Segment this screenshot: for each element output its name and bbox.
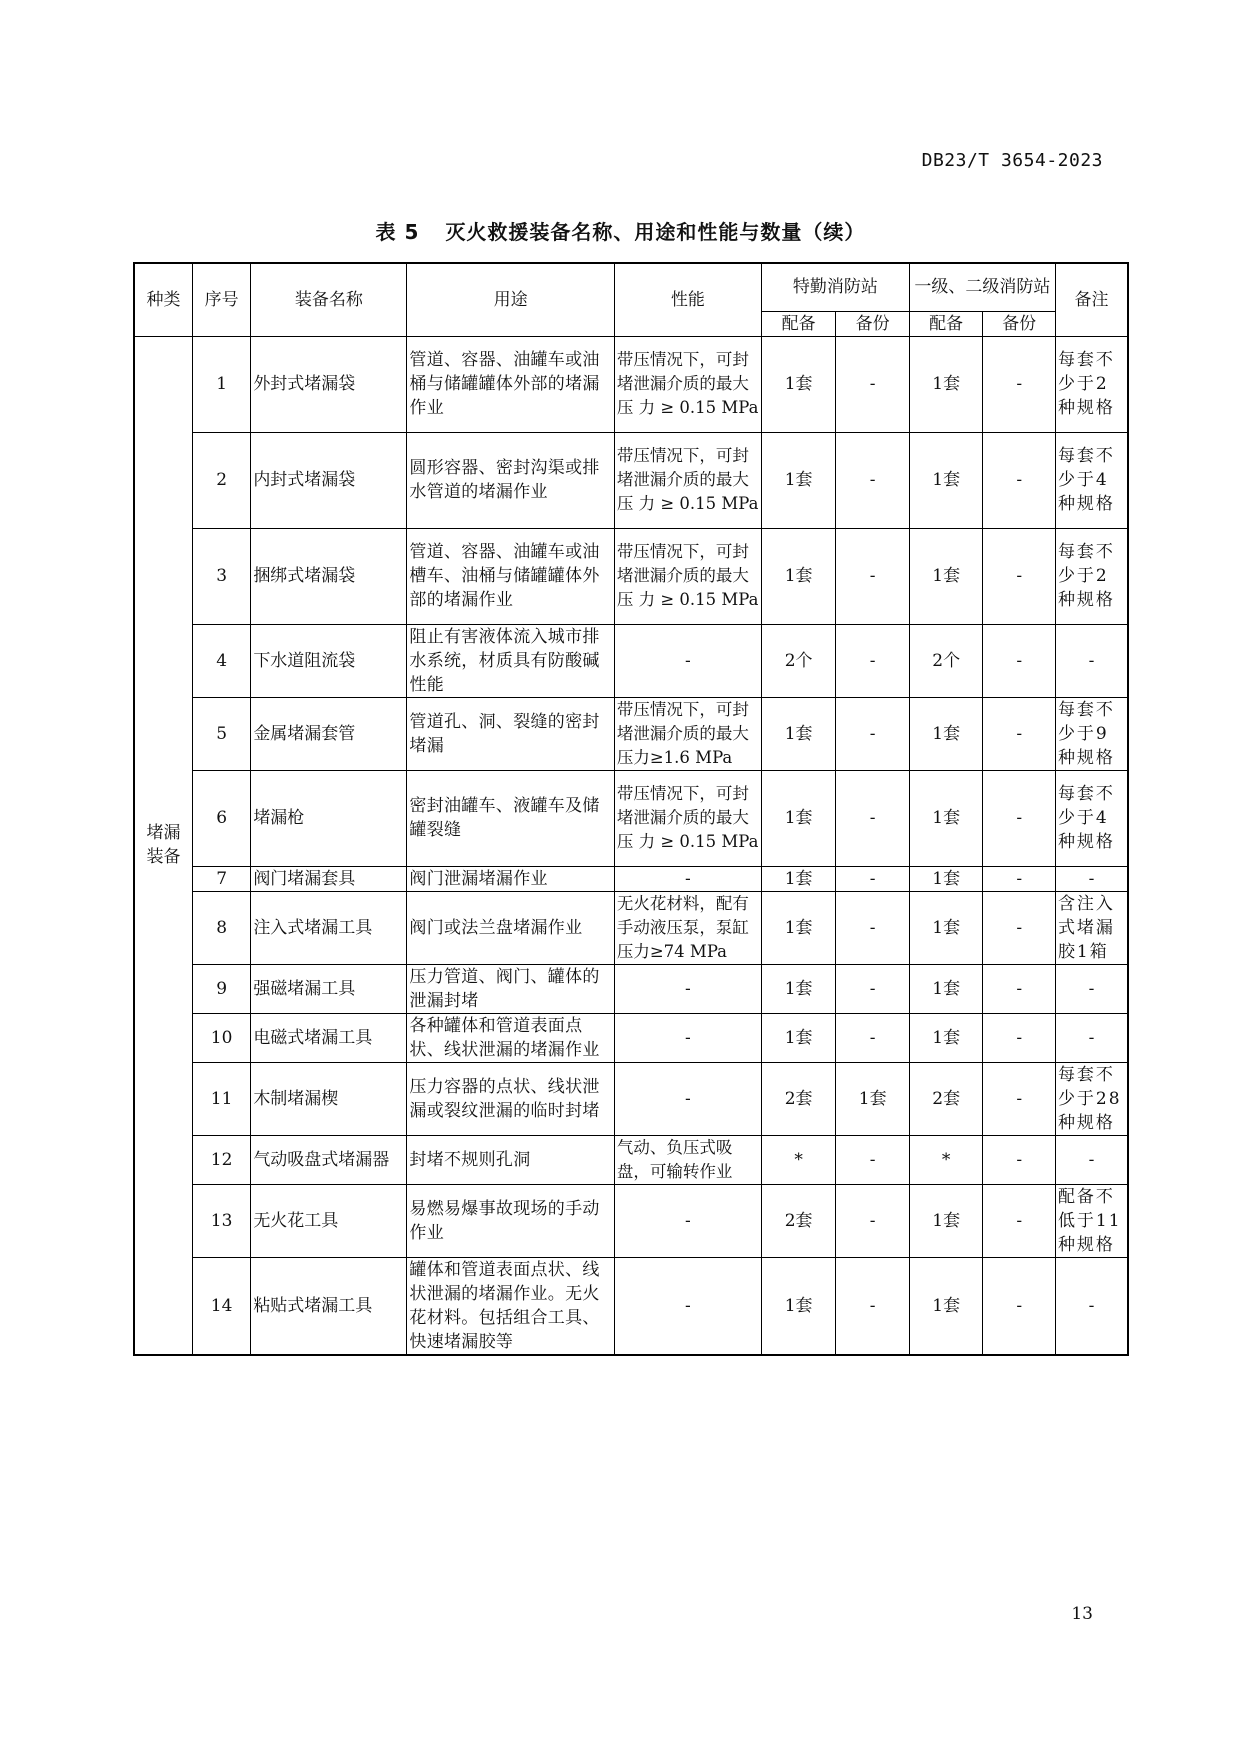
cell-performance: 无火花材料，配有手动液压泵，泵缸压力≥74 MPa: [614, 891, 761, 964]
cell-special-backup: -: [836, 528, 910, 624]
cell-special-equip: 1套: [761, 891, 836, 964]
table-row: [134, 866, 1128, 891]
cell-level-equip: 1套: [909, 697, 983, 770]
cell-seq: 6: [192, 770, 250, 866]
cell-level-equip: 1套: [909, 1184, 983, 1257]
cell-remark: 每套不少于2种规格: [1055, 528, 1128, 624]
cell-usage: 易燃易爆事故现场的手动作业: [407, 1184, 614, 1257]
cell-usage: 各种罐体和管道表面点状、线状泄漏的堵漏作业: [407, 1013, 614, 1062]
header-seq: 序号: [192, 263, 250, 336]
cell-seq: 11: [192, 1062, 250, 1135]
cell-remark: 每套不少于9种规格: [1055, 697, 1128, 770]
cell-special-backup: -: [836, 964, 910, 1013]
header-special-backup: 备份: [836, 311, 910, 336]
cell-level-backup: -: [983, 1013, 1056, 1062]
cell-level-equip: 1套: [909, 528, 983, 624]
cell-seq: 3: [192, 528, 250, 624]
cell-level-equip: 1套: [909, 964, 983, 1013]
table-row: [134, 1062, 1128, 1135]
cell-seq: 13: [192, 1184, 250, 1257]
cell-level-backup: -: [983, 336, 1056, 432]
cell-level-backup: -: [983, 1135, 1056, 1184]
cell-performance: -: [614, 964, 761, 1013]
cell-special-backup: -: [836, 624, 910, 697]
cell-name: 气动吸盘式堵漏器: [251, 1135, 407, 1184]
cell-name: 无火花工具: [251, 1184, 407, 1257]
table-row: [134, 891, 1128, 964]
cell-level-backup: -: [983, 866, 1056, 891]
cell-category: 堵漏装备: [134, 336, 192, 1355]
cell-seq: 5: [192, 697, 250, 770]
cell-usage: 阀门泄漏堵漏作业: [407, 866, 614, 891]
page-number: 13: [1071, 1604, 1093, 1624]
cell-name: 电磁式堵漏工具: [251, 1013, 407, 1062]
table-row: [134, 1257, 1128, 1355]
header-category: 种类: [134, 263, 192, 336]
document-code: DB23/T 3654-2023: [921, 150, 1103, 171]
cell-name: 金属堵漏套管: [251, 697, 407, 770]
cell-special-backup: -: [836, 1184, 910, 1257]
cell-usage: 圆形容器、密封沟渠或排水管道的堵漏作业: [407, 432, 614, 528]
cell-usage: 罐体和管道表面点状、线状泄漏的堵漏作业。无火花材料。包括组合工具、快速堵漏胶等: [407, 1257, 614, 1355]
cell-remark: -: [1055, 866, 1128, 891]
cell-special-backup: -: [836, 1135, 910, 1184]
cell-level-backup: -: [983, 528, 1056, 624]
cell-remark: 含注入式堵漏胶1箱: [1055, 891, 1128, 964]
cell-seq: 8: [192, 891, 250, 964]
cell-special-equip: *: [761, 1135, 836, 1184]
header-usage: 用途: [407, 263, 614, 336]
cell-name: 捆绑式堵漏袋: [251, 528, 407, 624]
cell-usage: 阀门或法兰盘堵漏作业: [407, 891, 614, 964]
header-performance: 性能: [614, 263, 761, 336]
table-title: [0, 216, 1241, 245]
cell-level-backup: -: [983, 891, 1056, 964]
header-level-station: 一级、二级消防站: [909, 263, 1055, 311]
cell-level-backup: -: [983, 770, 1056, 866]
cell-performance: -: [614, 624, 761, 697]
cell-special-equip: 1套: [761, 770, 836, 866]
cell-level-backup: -: [983, 624, 1056, 697]
cell-special-backup: -: [836, 891, 910, 964]
cell-performance: 带压情况下，可封堵泄漏介质的最大 压 力 ≥ 0.15 MPa: [614, 528, 761, 624]
cell-usage: 管道、容器、油罐车或油槽车、油桶与储罐罐体外部的堵漏作业: [407, 528, 614, 624]
cell-performance: 带压情况下，可封堵泄漏介质的最大 压 力 ≥ 0.15 MPa: [614, 770, 761, 866]
cell-special-equip: 1套: [761, 1257, 836, 1355]
cell-name: 注入式堵漏工具: [251, 891, 407, 964]
header-level-equip: 配备: [909, 311, 983, 336]
table-body: [134, 336, 1128, 1355]
table-row: [134, 336, 1128, 432]
cell-special-backup: -: [836, 1257, 910, 1355]
cell-performance: -: [614, 1013, 761, 1062]
cell-name: 内封式堵漏袋: [251, 432, 407, 528]
cell-special-equip: 1套: [761, 432, 836, 528]
cell-level-equip: *: [909, 1135, 983, 1184]
cell-seq: 14: [192, 1257, 250, 1355]
cell-level-backup: -: [983, 697, 1056, 770]
header-special-station: 特勤消防站: [761, 263, 909, 311]
cell-special-backup: -: [836, 336, 910, 432]
cell-level-equip: 1套: [909, 1257, 983, 1355]
table-title-text: 灭火救援装备名称、用途和性能与数量（续）: [445, 220, 866, 244]
cell-special-equip: 2套: [761, 1062, 836, 1135]
cell-special-equip: 2个: [761, 624, 836, 697]
cell-seq: 7: [192, 866, 250, 891]
table-title-number: 表 5: [375, 220, 420, 244]
cell-seq: 4: [192, 624, 250, 697]
cell-performance: -: [614, 1184, 761, 1257]
cell-special-backup: -: [836, 770, 910, 866]
cell-remark: 每套不少于4种规格: [1055, 432, 1128, 528]
cell-usage: 封堵不规则孔洞: [407, 1135, 614, 1184]
cell-level-backup: -: [983, 1257, 1056, 1355]
table-row: [134, 697, 1128, 770]
table-row: [134, 1135, 1128, 1184]
cell-special-equip: 1套: [761, 528, 836, 624]
cell-seq: 12: [192, 1135, 250, 1184]
cell-remark: 每套不少于4种规格: [1055, 770, 1128, 866]
cell-seq: 9: [192, 964, 250, 1013]
cell-level-equip: 2套: [909, 1062, 983, 1135]
cell-special-backup: -: [836, 1013, 910, 1062]
cell-name: 下水道阻流袋: [251, 624, 407, 697]
header-name: 装备名称: [251, 263, 407, 336]
cell-remark: 配备不低于11种规格: [1055, 1184, 1128, 1257]
cell-level-backup: -: [983, 432, 1056, 528]
cell-name: 强磁堵漏工具: [251, 964, 407, 1013]
equipment-table: [133, 262, 1129, 1356]
cell-remark: 每套不少于28种规格: [1055, 1062, 1128, 1135]
cell-level-equip: 1套: [909, 770, 983, 866]
cell-usage: 压力容器的点状、线状泄漏或裂纹泄漏的临时封堵: [407, 1062, 614, 1135]
table-row: [134, 1013, 1128, 1062]
cell-level-equip: 1套: [909, 891, 983, 964]
cell-usage: 压力管道、阀门、罐体的泄漏封堵: [407, 964, 614, 1013]
cell-name: 阀门堵漏套具: [251, 866, 407, 891]
cell-level-backup: -: [983, 1062, 1056, 1135]
cell-seq: 1: [192, 336, 250, 432]
cell-name: 粘贴式堵漏工具: [251, 1257, 407, 1355]
cell-seq: 10: [192, 1013, 250, 1062]
table-row: [134, 770, 1128, 866]
table-row: [134, 964, 1128, 1013]
cell-performance: 带压情况下，可封堵泄漏介质的最大压力≥1.6 MPa: [614, 697, 761, 770]
cell-special-backup: -: [836, 697, 910, 770]
header-special-equip: 配备: [761, 311, 836, 336]
cell-name: 堵漏枪: [251, 770, 407, 866]
cell-performance: -: [614, 1257, 761, 1355]
cell-remark: -: [1055, 1257, 1128, 1355]
header-level-backup: 备份: [983, 311, 1056, 336]
cell-special-backup: -: [836, 866, 910, 891]
table-row: [134, 432, 1128, 528]
cell-performance: 带压情况下，可封堵泄漏介质的最大 压 力 ≥ 0.15 MPa: [614, 432, 761, 528]
table-row: [134, 528, 1128, 624]
cell-performance: -: [614, 1062, 761, 1135]
table-row: [134, 1184, 1128, 1257]
cell-name: 外封式堵漏袋: [251, 336, 407, 432]
cell-level-equip: 1套: [909, 866, 983, 891]
cell-level-equip: 1套: [909, 432, 983, 528]
cell-special-equip: 1套: [761, 866, 836, 891]
header-remark: 备注: [1055, 263, 1128, 336]
cell-performance: -: [614, 866, 761, 891]
cell-level-equip: 2个: [909, 624, 983, 697]
cell-special-backup: 1套: [836, 1062, 910, 1135]
cell-special-equip: 2套: [761, 1184, 836, 1257]
cell-usage: 阻止有害液体流入城市排水系统，材质具有防酸碱性能: [407, 624, 614, 697]
cell-level-backup: -: [983, 1184, 1056, 1257]
cell-level-equip: 1套: [909, 1013, 983, 1062]
cell-remark: 每套不少于2种规格: [1055, 336, 1128, 432]
cell-level-backup: -: [983, 964, 1056, 1013]
cell-special-equip: 1套: [761, 964, 836, 1013]
cell-usage: 管道、容器、油罐车或油桶与储罐罐体外部的堵漏作业: [407, 336, 614, 432]
cell-remark: -: [1055, 624, 1128, 697]
cell-special-equip: 1套: [761, 1013, 836, 1062]
cell-usage: 管道孔、洞、裂缝的密封堵漏: [407, 697, 614, 770]
cell-name: 木制堵漏楔: [251, 1062, 407, 1135]
cell-performance: 气动、负压式吸盘，可输转作业: [614, 1135, 761, 1184]
cell-special-equip: 1套: [761, 336, 836, 432]
cell-remark: -: [1055, 1135, 1128, 1184]
cell-performance: 带压情况下，可封堵泄漏介质的最大 压 力 ≥ 0.15 MPa: [614, 336, 761, 432]
cell-remark: -: [1055, 1013, 1128, 1062]
cell-special-backup: -: [836, 432, 910, 528]
cell-special-equip: 1套: [761, 697, 836, 770]
table-row: [134, 624, 1128, 697]
cell-level-equip: 1套: [909, 336, 983, 432]
cell-remark: -: [1055, 964, 1128, 1013]
cell-seq: 2: [192, 432, 250, 528]
cell-usage: 密封油罐车、液罐车及储罐裂缝: [407, 770, 614, 866]
